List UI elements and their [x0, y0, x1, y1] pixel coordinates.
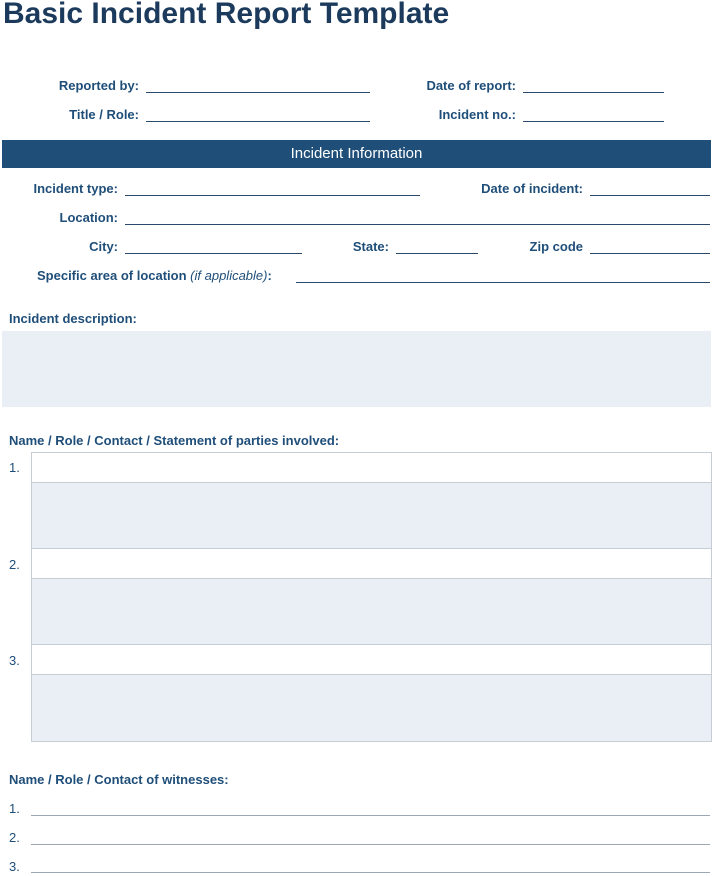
party-number: 3.	[9, 653, 20, 668]
witness-3-field[interactable]	[31, 872, 710, 873]
city-field[interactable]	[125, 253, 302, 254]
party-number: 2.	[9, 557, 20, 572]
incident-no-label: Incident no.:	[438, 107, 516, 122]
party-1-name-row[interactable]	[32, 453, 711, 483]
reported-by-field[interactable]	[146, 92, 370, 93]
parties-table	[31, 452, 712, 742]
location-label: Location:	[59, 210, 118, 225]
party-2-statement-row[interactable]	[32, 579, 711, 645]
party-1-statement-row[interactable]	[32, 483, 711, 549]
witness-number: 3.	[9, 859, 20, 874]
parties-involved-label: Name / Role / Contact / Statement of parties involved:	[9, 433, 340, 448]
incident-description-box[interactable]	[2, 331, 711, 407]
date-of-incident-label: Date of incident:	[481, 181, 583, 196]
specific-area-field[interactable]	[296, 282, 710, 283]
specific-area-note: (if applicable)	[190, 268, 268, 283]
title-role-label: Title / Role:	[69, 107, 139, 122]
specific-area-label	[37, 268, 272, 283]
specific-area-text: Specific area of location	[37, 268, 187, 283]
party-2-name-row[interactable]	[32, 549, 711, 579]
title-role-field[interactable]	[146, 121, 370, 122]
document-title: Basic Incident Report Template	[3, 0, 450, 30]
party-3-statement-row[interactable]	[32, 675, 711, 741]
state-label: State:	[352, 239, 389, 254]
party-number: 1.	[9, 460, 20, 475]
incident-no-field[interactable]	[523, 121, 664, 122]
witness-number: 1.	[9, 801, 20, 816]
incident-type-field[interactable]	[125, 195, 420, 196]
incident-description-label: Incident description:	[9, 311, 137, 326]
city-label: City:	[89, 239, 118, 254]
incident-information-header: Incident Information	[2, 140, 711, 168]
date-of-report-label: Date of report:	[426, 78, 516, 93]
zip-code-label: Zip code	[529, 239, 583, 254]
witness-2-field[interactable]	[31, 844, 710, 845]
location-field[interactable]	[125, 224, 710, 225]
party-3-name-row[interactable]	[32, 645, 711, 675]
date-of-incident-field[interactable]	[590, 195, 710, 196]
reported-by-label: Reported by:	[58, 78, 139, 93]
specific-area-colon: :	[267, 268, 272, 283]
witnesses-label: Name / Role / Contact of witnesses:	[9, 772, 229, 787]
zip-code-field[interactable]	[590, 253, 710, 254]
witness-1-field[interactable]	[31, 815, 710, 816]
witness-number: 2.	[9, 830, 20, 845]
incident-type-label: Incident type:	[33, 181, 118, 196]
state-field[interactable]	[396, 253, 478, 254]
date-of-report-field[interactable]	[523, 92, 664, 93]
